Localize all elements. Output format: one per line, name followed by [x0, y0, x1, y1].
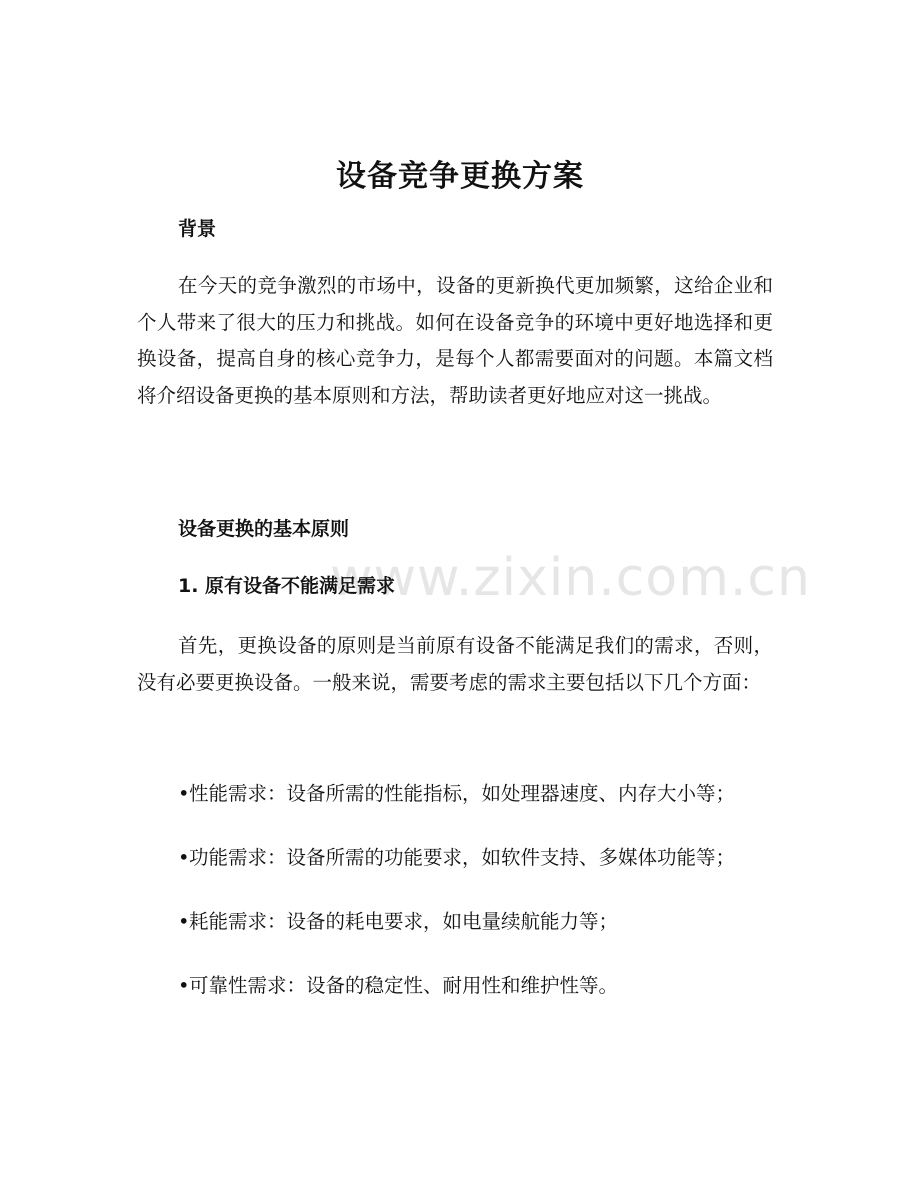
section-heading-background: 背景: [178, 218, 217, 240]
list-item-text: 可靠性需求：设备的稳定性、耐用性和维护性等。: [189, 974, 619, 997]
list-item-text: 耗能需求：设备的耗电要求，如电量续航能力等；: [189, 910, 619, 933]
requirements-list: [178, 776, 798, 1032]
section-heading-principles: 设备更换的基本原则: [178, 518, 350, 540]
bullet-icon: •: [178, 846, 190, 869]
principle-1-paragraph: 首先，更换设备的原则是当前原有设备不能满足我们的需求，否则，没有必要更换设备。一般来说，需要考虑的需求主要包括以下几个方面：: [137, 634, 773, 694]
list-item: [178, 840, 798, 876]
bullet-icon: •: [178, 974, 190, 997]
background-paragraph: 在今天的竞争激烈的市场中，设备的更新换代更加频繁，这给企业和个人带来了很大的压力和挑战。如何在设备竞争的环境中更好地选择和更换设备，提高自身的核心竞争力，是每个人都需要面对的问题。本篇文档将介绍设备更换的基本原则和方法，帮助读者更好地应对这一挑战。: [137, 274, 773, 407]
subsection-heading-1: 1. 原有设备不能满足需求: [178, 575, 396, 597]
list-item: [178, 968, 798, 1004]
watermark: www.zixin.com.cn: [330, 548, 811, 608]
list-item-text: 性能需求：设备所需的性能指标，如处理器速度、内存大小等；: [189, 782, 736, 805]
bullet-icon: •: [178, 910, 190, 933]
list-item-text: 功能需求：设备所需的功能要求，如软件支持、多媒体功能等；: [189, 846, 736, 869]
list-item: [178, 776, 798, 812]
document-title: 设备竞争更换方案: [336, 159, 584, 194]
bullet-icon: •: [178, 782, 190, 805]
list-item: [178, 904, 798, 940]
